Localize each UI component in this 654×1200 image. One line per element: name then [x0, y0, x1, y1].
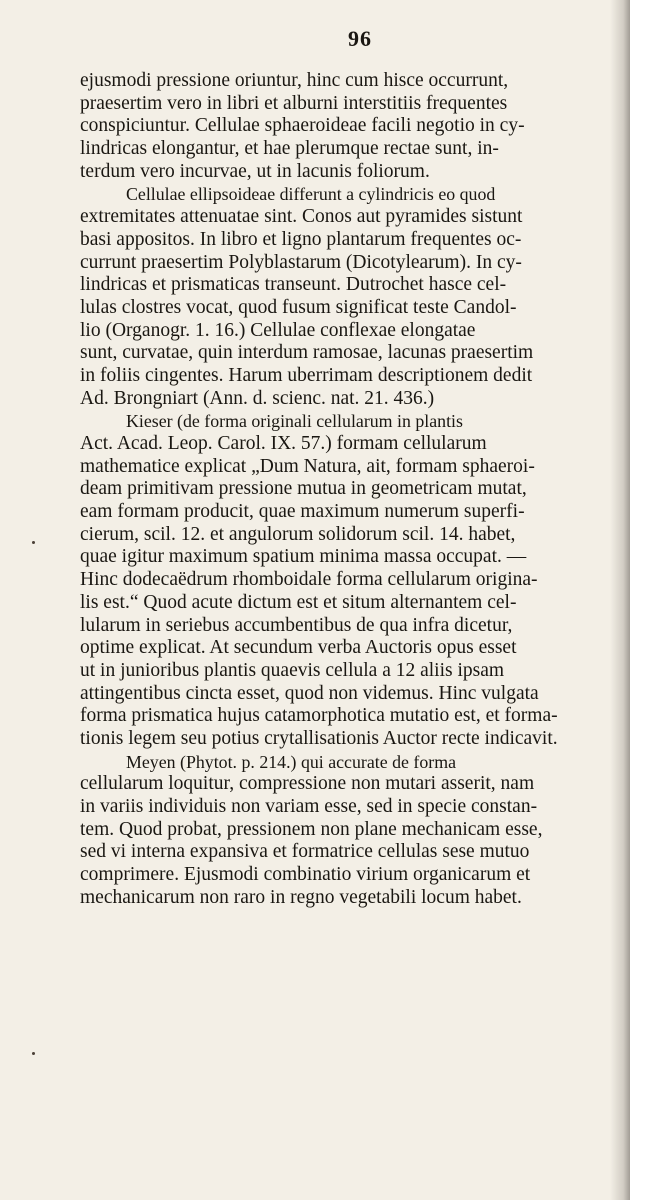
- text-line: Meyen (Phytot. p. 214.) qui accurate de forma: [126, 751, 457, 772]
- text-line: basi appositos. In libro et ligno plantarum frequentes oc-: [80, 228, 522, 250]
- text-line: lularum in seriebus accumbentibus de qua infra dicetur,: [80, 614, 513, 636]
- text-line: Hinc dodecaëdrum rhomboidale forma cellularum origina-: [80, 569, 538, 591]
- scan-margin: [630, 0, 654, 1200]
- text-line: cierum, scil. 12. et angulorum solidorum scil. 14. habet,: [80, 523, 516, 545]
- text-line: Cellulae ellipsoideae differunt a cylindricis eo quod: [126, 184, 496, 205]
- text-line: Kieser (de forma originali cellularum in plantis: [126, 411, 463, 432]
- text-line: comprimere. Ejusmodi combinatio virium organicarum et: [80, 864, 531, 886]
- text-line: sed vi interna expansiva et formatrice cellulas sese mutuo: [80, 841, 530, 863]
- text-line: ejusmodi pressione oriuntur, hinc cum hisce occurrunt,: [80, 70, 509, 91]
- text-line: forma prismatica hujus catamorphotica mutatio est, et forma-: [80, 705, 558, 727]
- text-line: mechanicarum non raro in regno vegetabili locum habet.: [80, 886, 522, 908]
- text-line: ut in junioribus plantis quaevis cellula a 12 aliis ipsam: [80, 659, 505, 681]
- text-line: in foliis cingentes. Harum uberrimam descriptionem dedit: [80, 364, 533, 386]
- text-line: lulas clostres vocat, quod fusum significat teste Candol-: [80, 296, 517, 318]
- text-line: in variis individuis non variam esse, sed in specie constan-: [80, 796, 538, 817]
- text-line: Ad. Brongniart (Ann. d. scienc. nat. 21. 436.): [80, 387, 435, 409]
- text-line: conspiciuntur. Cellulae sphaeroideae facili negotio in cy-: [80, 115, 525, 137]
- page-edge-shadow: [610, 0, 632, 1200]
- text-line: lindricas elongantur, et hae plerumque rectae sunt, in-: [80, 138, 499, 160]
- text-line: terdum vero incurvae, ut in lacunis foliorum.: [80, 160, 430, 182]
- text-line: praesertim vero in libri et alburni interstitiis frequentes: [80, 92, 508, 114]
- text-line: lis est.“ Quod acute dictum est et situm alternantem cel-: [80, 591, 517, 613]
- text-line: lio (Organogr. 1. 16.) Cellulae conflexae elongatae: [80, 319, 476, 341]
- text-line: tionis legem seu potius crytallisationis Auctor recte indicavit.: [80, 727, 558, 749]
- text-line: lindricas et prismaticas transeunt. Dutrochet hasce cel-: [80, 274, 507, 296]
- text-line: deam primitivam pressione mutua in geometricam mutat,: [80, 478, 527, 500]
- body-text: [80, 70, 625, 909]
- text-line: optime explicat. At secundum verba Auctoris opus esset: [80, 637, 517, 659]
- text-line: mathematice explicat „Dum Natura, ait, formam sphaeroi-: [80, 455, 535, 477]
- text-line: cellularum loquitur, compressione non mutari asserit, nam: [80, 773, 535, 795]
- text-line: eam formam producit, quae maximum numerum superfi-: [80, 501, 525, 523]
- margin-dot: [32, 541, 35, 544]
- text-line: quae igitur maximum spatium minima massa occupat. —: [80, 546, 527, 568]
- text-line: tem. Quod probat, pressionem non plane mechanicam esse,: [80, 818, 543, 840]
- text-line: currunt praesertim Polyblastarum (Dicotylearum). In cy-: [80, 251, 522, 273]
- margin-dot: [32, 1052, 35, 1055]
- text-line: extremitates attenuatae sint. Conos aut pyramides sistunt: [80, 206, 523, 228]
- page-number: 96: [348, 26, 372, 51]
- text-line: sunt, curvatae, quin interdum ramosae, lacunas praesertim: [80, 342, 534, 364]
- text-line: attingentibus cincta esset, quod non videmus. Hinc vulgata: [80, 682, 539, 704]
- text-line: Act. Acad. Leop. Carol. IX. 57.) formam cellularum: [80, 433, 487, 454]
